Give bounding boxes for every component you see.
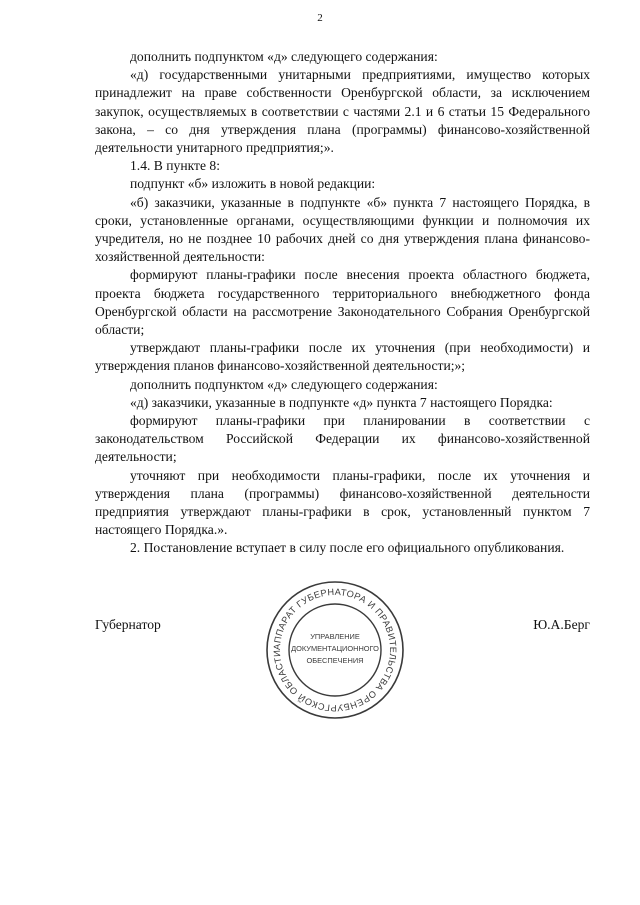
paragraph: дополнить подпунктом «д» следующего содержания: <box>130 376 438 392</box>
page-number: 2 <box>317 12 323 24</box>
paragraph: утверждают планы-графики после их уточнения (при необходимости) и утверждения планов финансово-хозяйственной деятельности;»; <box>95 340 590 374</box>
seal-ring-text: АППАРАТ ГУБЕРНАТОРА И ПРАВИТЕЛЬСТВА ОРЕНБУРГСКОЙ ОБЛАСТИ <box>271 586 399 714</box>
seal-center-line1: УПРАВЛЕНИЕ <box>310 632 360 641</box>
paragraph: «д) государственными унитарными предприятиями, имущество которых принадлежит на праве собственности Оренбургской области, за исключением закупок, осуществляемых в соответствии с частями 2.1 и 6 статьи 15 Федерального закона, – со дня утверждения плана (программы) финансово-хозяйственной деятельности унитарного предприятия;». <box>95 67 590 156</box>
paragraph-final: 2. Постановление вступает в силу после его официального опубликования. <box>130 540 565 556</box>
official-seal <box>264 579 406 721</box>
paragraph: «б) заказчики, указанные в подпункте «б» пункта 7 настоящего Порядка, в сроки, установленные органами, осуществляющими функции и полномочия их учредителя, но не позднее 10 рабочих дней со дня утверждения плана финансово-хозяйственной деятельности: <box>95 194 590 265</box>
paragraph: дополнить подпунктом «д» следующего содержания: <box>130 49 438 64</box>
signatory-name: Ю.А.Берг <box>533 617 590 632</box>
paragraph: подпункт «б» изложить в новой редакции: <box>130 176 376 192</box>
seal-center-line3: ОБЕСПЕЧЕНИЯ <box>306 656 364 665</box>
seal-graphic <box>264 579 406 721</box>
seal-center-line2: ДОКУМЕНТАЦИОННОГО <box>291 644 379 653</box>
signatory-title: Губернатор <box>95 617 161 632</box>
paragraph: формируют планы-графики при планировании в соответствии с законодательством Российской Федерации их финансово-хозяйственной деятельности; <box>95 413 590 465</box>
paragraph: «д) заказчики, указанные в подпункте «д» пункта 7 настоящего Порядка: <box>130 394 553 410</box>
document-body <box>95 48 590 558</box>
paragraph: уточняют при необходимости планы-графики, после их уточнения и утверждения плана (программы) финансово-хозяйственной деятельности предприятия утверждают планы-графики в срок, установленный пунктом 7 настоящего Порядка.». <box>95 467 590 538</box>
paragraph: формируют планы-графики после внесения проекта областного бюджета, проекта бюджета государственного территориального внебюджетного фонда Оренбургской области на рассмотрение Законодательного Собрания Оренбургской области; <box>95 267 590 338</box>
paragraph: 1.4. В пункте 8: <box>130 158 220 174</box>
